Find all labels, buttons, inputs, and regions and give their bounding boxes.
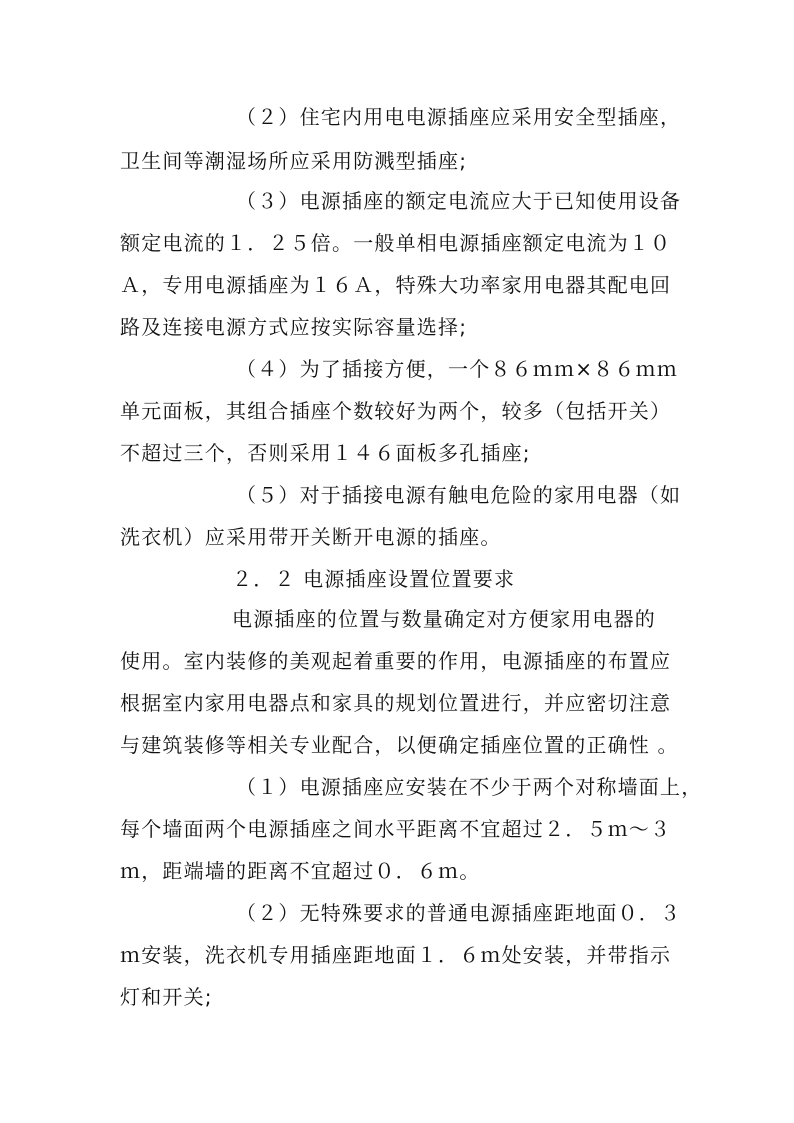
text-line: 单元面板，其组合插座个数较好为两个，较多（包括开关） — [120, 399, 672, 423]
text-line: 额定电流的１．２５倍。一般单相电源插座额定电流为１０ — [120, 231, 672, 255]
text-line: 根据室内家用电器点和家具的规划位置进行，并应密切注意 — [120, 691, 672, 715]
text-line: ｍ安装，洗衣机专用插座距地面１．６ｍ处安装，并带指示 — [120, 943, 672, 967]
text-line: Ａ，专用电源插座为１６Ａ，特殊大功率家用电器其配电回 — [120, 273, 672, 297]
text-line: 路及连接电源方式应按实际容量选择; — [120, 315, 468, 339]
text-line: （４）为了插接方便，一个８６ｍｍ×８６ｍｍ — [236, 357, 678, 381]
text-line: （５）对于插接电源有触电危险的家用电器（如 — [236, 483, 682, 507]
text-line: 洗衣机）应采用带开关断开电源的插座。 — [120, 525, 502, 549]
text-line: 电源插座的位置与数量确定对方便家用电器的 — [232, 607, 656, 631]
text-line: 每个墙面两个电源插座之间水平距离不宜超过２．５ｍ～３ — [120, 817, 672, 841]
text-line: （１）电源插座应安装在不少于两个对称墙面上， — [236, 775, 703, 799]
text-line: ｍ，距端墙的距离不宜超过０．６ｍ。 — [120, 859, 481, 883]
text-line: 不超过三个，否则采用１４６面板多孔插座; — [120, 441, 531, 465]
text-line: （３）电源插座的额定电流应大于已知使用设备 — [236, 189, 682, 213]
text-line: 卫生间等潮湿场所应采用防溅型插座; — [120, 149, 468, 173]
text-line: 灯和开关; — [120, 985, 213, 1009]
text-line: （２）住宅内用电电源插座应采用安全型插座， — [236, 105, 682, 129]
text-line: （２）无特殊要求的普通电源插座距地面０．３ — [236, 901, 682, 925]
text-line: 与建筑装修等相关专业配合，以便确定插座位置的正确性 。 — [120, 733, 679, 757]
text-line: 使用。室内装修的美观起着重要的作用，电源插座的布置应 — [120, 649, 672, 673]
section-heading: ２．２ 电源插座设置位置要求 — [232, 567, 516, 591]
